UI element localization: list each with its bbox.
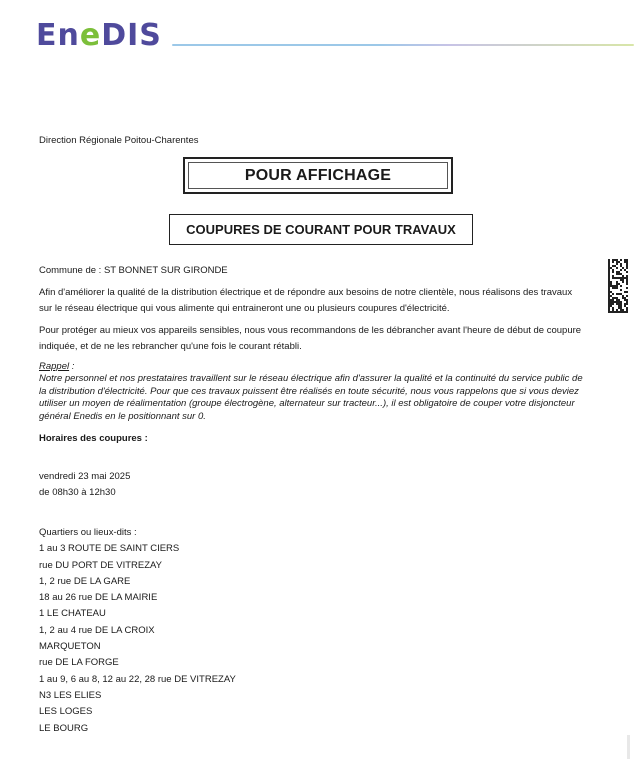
list-item: 1 LE CHATEAU bbox=[39, 608, 106, 620]
list-item: 1 au 9, 6 au 8, 12 au 22, 28 rue DE VITREZAY bbox=[39, 673, 236, 685]
list-item: rue DE LA FORGE bbox=[39, 657, 119, 669]
notice-body bbox=[39, 263, 584, 737]
scan-edge-mark bbox=[627, 735, 630, 759]
paragraph-appareils: Pour protéger au mieux vos appareils sensibles, nous vous recommandons de les débrancher avant l'heure de début de coupure indiquée, et de ne les rebrancher qu'une fois le courant rétabli. bbox=[39, 325, 582, 352]
list-item: MARQUETON bbox=[39, 641, 101, 653]
list-item: LES LOGES bbox=[39, 706, 93, 718]
schedule-time: de 08h30 à 12h30 bbox=[39, 487, 116, 498]
paragraph-travaux: Afin d'améliorer la qualité de la distribution électrique et de répondre aux besoins de notre clientèle, nous réalisons des travaux sur le réseau électrique qui vous alimente qui entraineront une ou plusieurs coupures d'électricité. bbox=[39, 287, 573, 314]
datamatrix-code bbox=[608, 259, 628, 313]
title-pour-affichage bbox=[183, 157, 453, 194]
list-item: 1, 2 au 4 rue DE LA CROIX bbox=[39, 624, 155, 636]
list-item: 1, 2 rue DE LA GARE bbox=[39, 575, 131, 587]
rappel-title: Rappel bbox=[39, 361, 70, 372]
schedule-block bbox=[39, 469, 584, 501]
direction-regionale: Direction Régionale Poitou-Charentes bbox=[39, 135, 199, 146]
header-divider bbox=[172, 44, 634, 46]
enedis-logo: EneDIS bbox=[36, 18, 162, 53]
commune: Commune de : ST BONNET SUR GIRONDE bbox=[39, 265, 228, 276]
horaires-label: Horaires des coupures : bbox=[39, 433, 148, 444]
rappel-body: Notre personnel et nos prestataires travaillent sur le réseau électrique afin d'assurer la qualité et la continuité du service public de la distribution d'électricité. Pour que ces travaux puissent être réalisés en toute sécurité, nous vous rappelons que si vous deviez utiliser un moyen de réalimentation (groupe électrogène, alternateur sur tracteur...), il est obligatoire de couper votre disjoncteur général Enedis en le positionnant sur 0. bbox=[39, 373, 583, 422]
list-item: N3 LES ELIES bbox=[39, 689, 102, 701]
list-item: rue DU PORT DE VITREZAY bbox=[39, 559, 162, 571]
title-pour-affichage-label: POUR AFFICHAGE bbox=[244, 166, 392, 184]
list-item: LE BOURG bbox=[39, 722, 89, 734]
quartiers-label: Quartiers ou lieux-dits : bbox=[39, 527, 137, 538]
title-coupures-label: COUPURES DE COURANT POUR TRAVAUX bbox=[186, 222, 456, 237]
rappel-heading: Rappel : bbox=[39, 361, 75, 372]
schedule-date: vendredi 23 mai 2025 bbox=[39, 471, 131, 482]
list-item: 18 au 26 rue DE LA MAIRIE bbox=[39, 592, 158, 604]
quartiers-block bbox=[39, 525, 584, 737]
title-coupures bbox=[169, 214, 473, 245]
list-item: 1 au 3 ROUTE DE SAINT CIERS bbox=[39, 543, 180, 555]
